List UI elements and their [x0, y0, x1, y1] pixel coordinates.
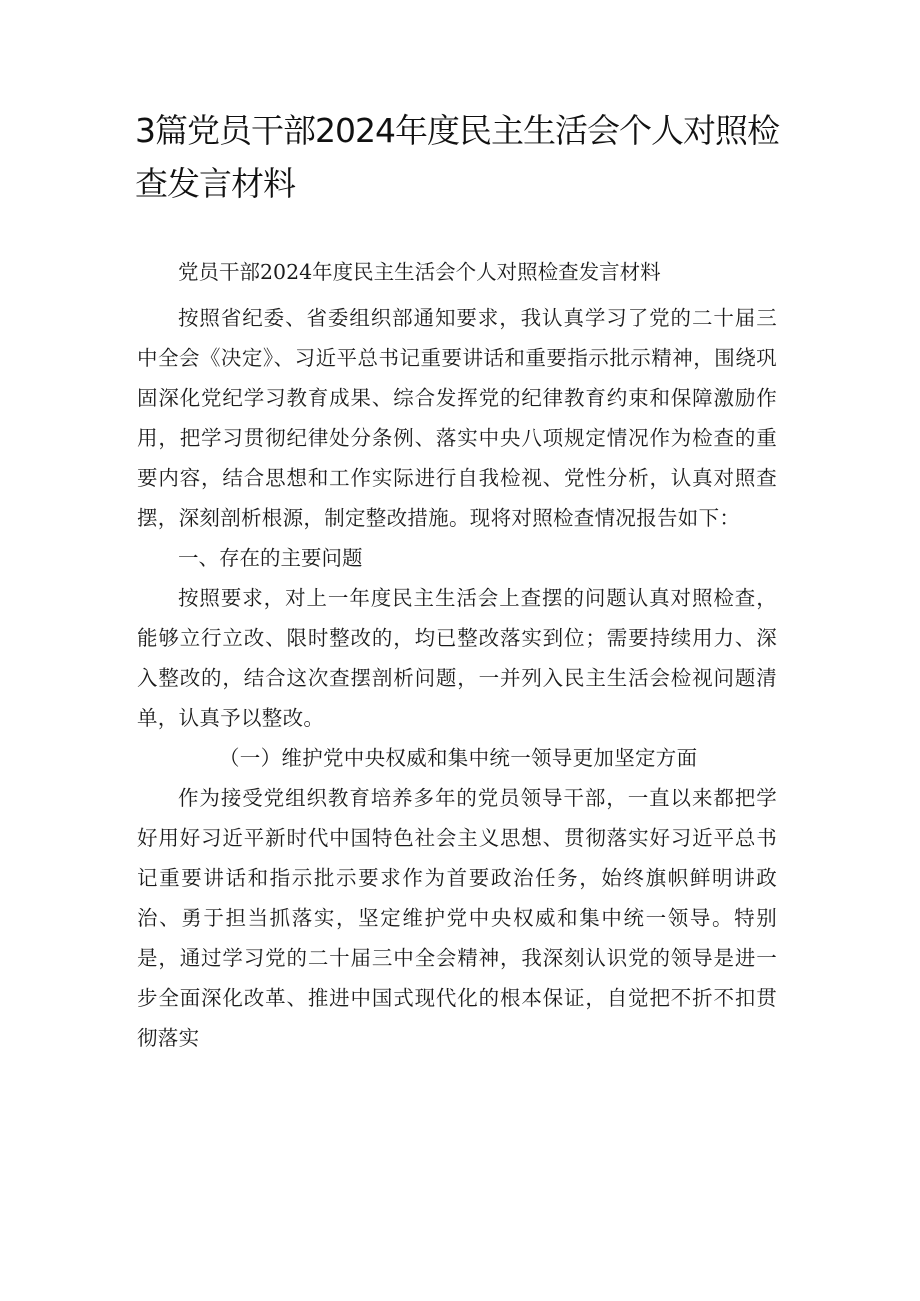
- subsection-paragraph: 作为接受党组织教育培养多年的党员领导干部，一直以来都把学好用好习近平新时代中国特色社会主义思想、贯彻落实好习近平总书记重要讲话和指示批示要求作为首要政治任务，始终旗帜鲜明讲政治、勇于担当抓落实，坚定维护党中央权威和集中统一领导。特别是，通过学习党的二十届三中全会精神，我深刻认识党的领导是进一步全面深化改革、推进中国式现代化的根本保证，自觉把不折不扣贯彻落实: [137, 786, 777, 1050]
- intro-paragraph: 按照省纪委、省委组织部通知要求，我认真学习了党的二十届三中全会《决定》、习近平总书记重要讲话和重要指示批示精神，围绕巩固深化党纪学习教育成果、综合发挥党的纪律教育约束和保障激励作用，把学习贯彻纪律处分条例、落实中央八项规定情况作为检查的重要内容，结合思想和工作实际进行自我检视、党性分析，认真对照查摆，深刻剖析根源，制定整改措施。现将对照检查情况报告如下：: [137, 306, 777, 530]
- document-title: 3篇党员干部2024年度民主生活会个人对照检查发言材料: [135, 111, 779, 203]
- document-body: [137, 252, 777, 1058]
- subsection-heading: （一）维护党中央权威和集中统一领导更加坚定方面: [219, 746, 698, 770]
- section-heading: 一、存在的主要问题: [178, 546, 363, 570]
- document-subtitle: 党员干部2024年度民主生活会个人对照检查发言材料: [178, 260, 661, 284]
- section-paragraph: 按照要求，对上一年度民主生活会上查摆的问题认真对照检查，能够立行立改、限时整改的，均已整改落实到位；需要持续用力、深入整改的，结合这次查摆剖析问题，一并列入民主生活会检视问题清单，认真予以整改。: [137, 586, 777, 730]
